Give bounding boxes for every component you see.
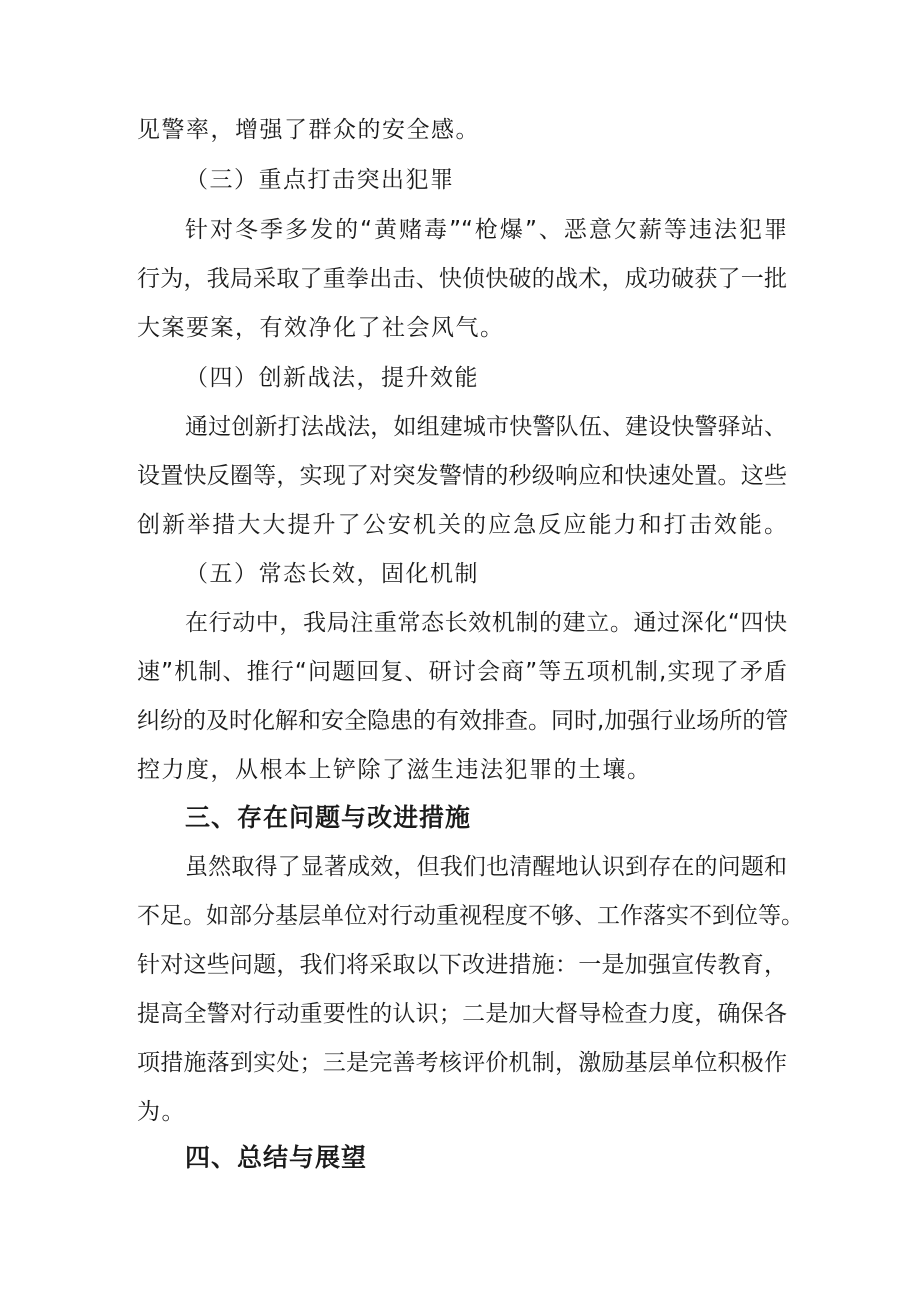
paragraph-line: 见警率，增强了群众的安全感。 bbox=[137, 117, 480, 143]
paragraph-line: 创新举措大大提升了公安机关的应急反应能力和打击效能。 bbox=[137, 512, 787, 538]
heading-3: 三、存在问题与改进措施 bbox=[185, 803, 472, 832]
paragraph-line: 提高全警对行动重要性的认识；二是加大督导检查力度，确保各 bbox=[137, 1001, 787, 1027]
paragraph-line: 在行动中，我局注重常态长效机制的建立。通过深化“四快 bbox=[185, 610, 787, 636]
section-title-5: （五）常态长效，固化机制 bbox=[185, 561, 479, 587]
paragraph-line: 虽然取得了显著成效，但我们也清醒地认识到存在的问题和 bbox=[185, 854, 787, 880]
paragraph-line: 速”机制、推行“问题回复、研讨会商”等五项机制,实现了矛盾 bbox=[137, 659, 787, 685]
paragraph-line: 不足。如部分基层单位对行动重视程度不够、工作落实不到位等。 bbox=[137, 903, 804, 929]
paragraph-line: 纠纷的及时化解和安全隐患的有效排查。同时,加强行业场所的管 bbox=[137, 708, 789, 734]
paragraph-line: 项措施落到实处；三是完善考核评价机制，激励基层单位积极作 bbox=[137, 1050, 787, 1076]
paragraph-line: 行为，我局采取了重拳出击、快侦快破的战术，成功破获了一批 bbox=[137, 266, 787, 292]
paragraph-line: 大案要案，有效净化了社会风气。 bbox=[137, 315, 505, 341]
paragraph-line: 为。 bbox=[137, 1099, 186, 1125]
paragraph-line: 针对冬季多发的“黄赌毒”“枪爆”、恶意欠薪等违法犯罪 bbox=[185, 217, 787, 243]
paragraph-line: 针对这些问题，我们将采取以下改进措施：一是加强宣传教育， bbox=[137, 952, 787, 978]
paragraph-line: 设置快反圈等，实现了对突发警情的秒级响应和快速处置。这些 bbox=[137, 463, 787, 489]
paragraph-line: 控力度，从根本上铲除了滋生违法犯罪的土壤。 bbox=[137, 757, 652, 783]
paragraph-line: 通过创新打法战法，如组建城市快警队伍、建设快警驿站、 bbox=[185, 414, 787, 440]
heading-4: 四、总结与展望 bbox=[185, 1143, 368, 1172]
section-title-4: （四）创新战法，提升效能 bbox=[185, 365, 479, 391]
section-title-3: （三）重点打击突出犯罪 bbox=[185, 167, 455, 193]
